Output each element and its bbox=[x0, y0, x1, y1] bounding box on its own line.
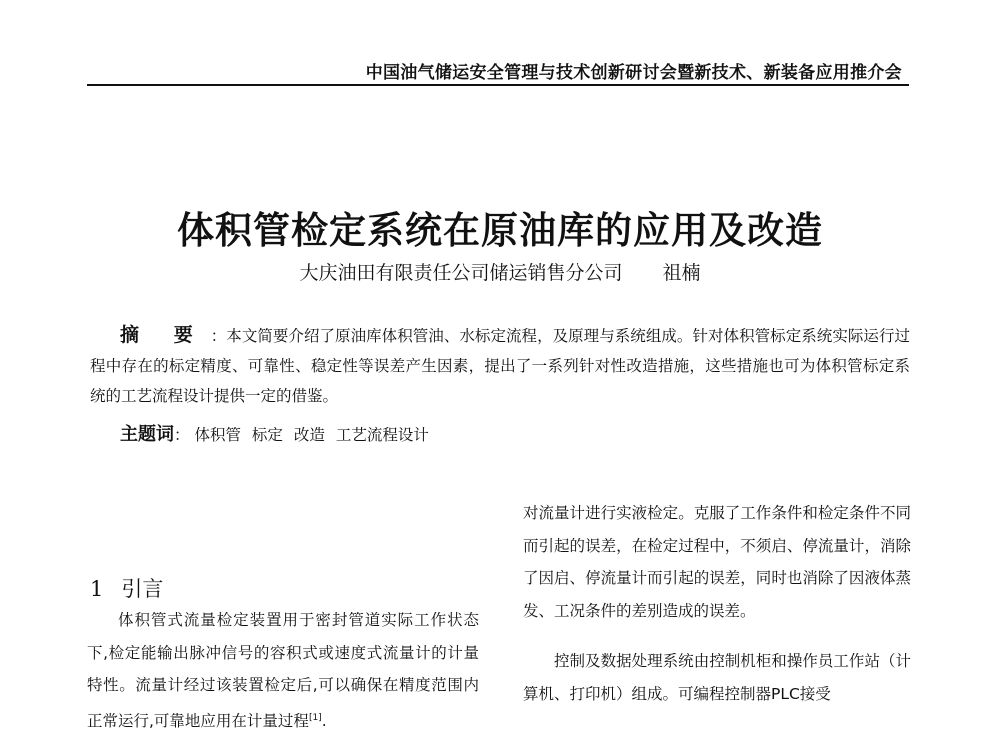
author-name: 祖楠 bbox=[662, 262, 701, 284]
keyword: 工艺流程设计 bbox=[335, 426, 429, 444]
abstract-text: ：本文简要介绍了原油库体积管油、水标定流程，及原理与系统组成。针对体积管标定系统实际运行过程中存在的标定精度、可靠性、稳定性等误差产生因素，提出了一系列针对性改造措施，这些措施也可为体积管标定系统的工艺流程设计提供一定的借鉴。 bbox=[90, 327, 910, 405]
keywords bbox=[120, 420, 435, 446]
byline bbox=[0, 258, 1000, 285]
abstract bbox=[90, 320, 910, 411]
section-heading bbox=[90, 573, 163, 603]
right-column bbox=[523, 497, 911, 710]
abstract-label: 摘 要 bbox=[120, 324, 207, 346]
keywords-label: 主题词 bbox=[120, 424, 174, 445]
header-rule bbox=[87, 84, 909, 86]
intro-paragraph bbox=[87, 604, 479, 737]
intro-end: . bbox=[321, 711, 327, 730]
affiliation: 大庆油田有限责任公司储运销售分公司 bbox=[299, 262, 623, 284]
running-header: 中国油气储运安全管理与技术创新研讨会暨新技术、新装备应用推介会 bbox=[365, 63, 902, 83]
keyword: 改造 bbox=[293, 426, 325, 444]
control-system-paragraph: 控制及数据处理系统由控制机柜和操作员工作站（计算机、打印机）组成。可编程控制器PLC接受 bbox=[523, 652, 911, 703]
citation: [1] bbox=[308, 712, 322, 723]
keyword: 标定 bbox=[251, 426, 283, 444]
section-title: 引言 bbox=[121, 577, 164, 601]
intro-text: 体积管式流量检定装置用于密封管道实际工作状态下,检定能输出脉冲信号的容积式或速度式流量计的计量特性。流量计经过该装置检定后,可以确保在精度范围内正常运行,可靠地应用在计量过程 bbox=[87, 611, 479, 730]
left-column bbox=[87, 604, 479, 737]
keyword: 体积管 bbox=[194, 426, 241, 444]
keywords-colon: ： bbox=[174, 426, 190, 444]
section-number: 1 bbox=[90, 577, 104, 601]
article-title: 体积管检定系统在原油库的应用及改造 bbox=[177, 209, 823, 252]
continued-paragraph: 对流量计进行实液检定。克服了工作条件和检定条件不同而引起的误差，在检定过程中，不须启、停流量计，消除了因启、停流量计而引起的误差，同时也消除了因液体蒸发、工况条件的差别造成的误差。 bbox=[523, 504, 911, 620]
